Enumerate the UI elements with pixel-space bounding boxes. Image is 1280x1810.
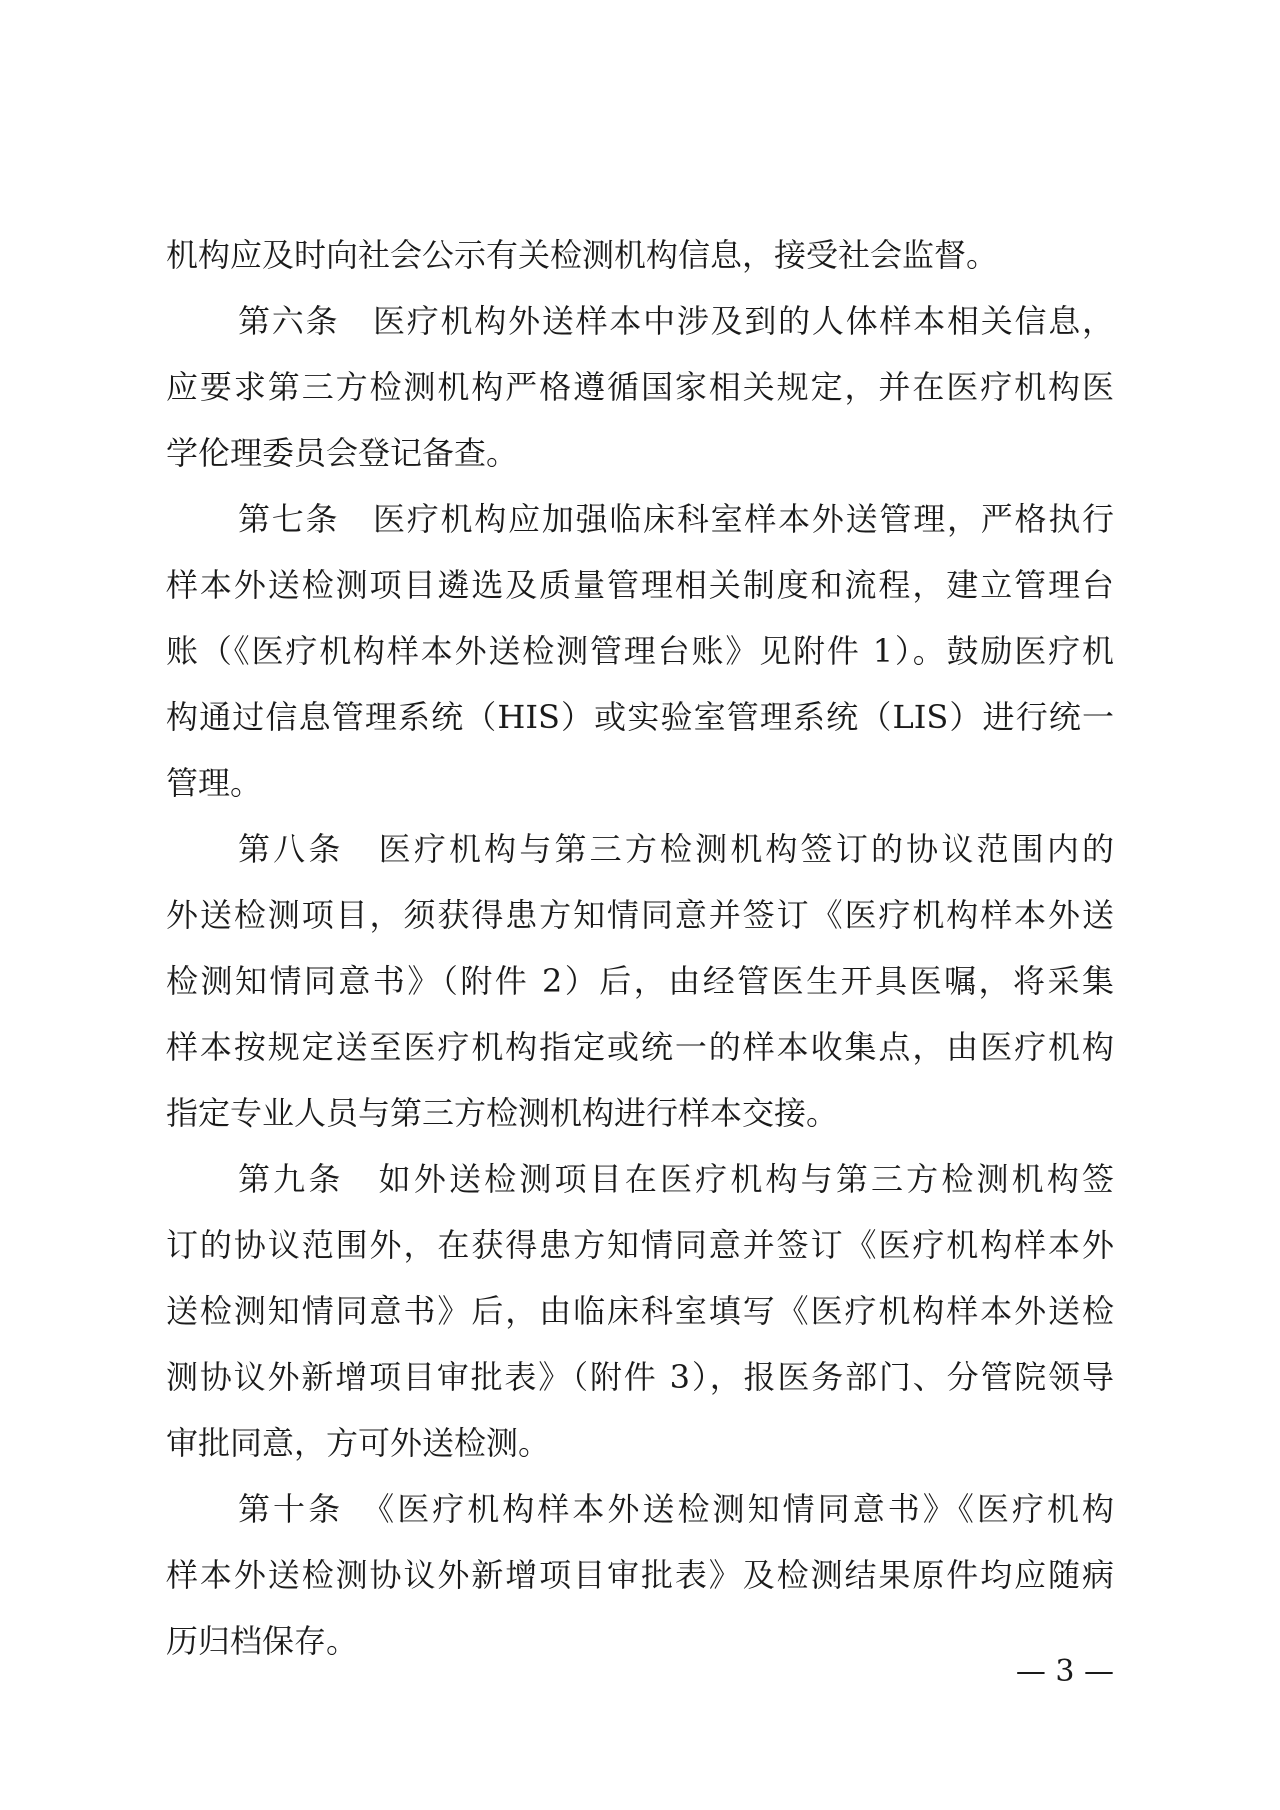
article-7-heading-line: 第七条 医疗机构应加强临床科室样本外送管理，严格执行 — [238, 500, 1114, 538]
text-line: 应要求第三方检测机构严格遵循国家相关规定，并在医疗机构医 — [166, 368, 1114, 406]
text-line: 订的协议范围外，在获得患方知情同意并签订《医疗机构样本外 — [166, 1226, 1114, 1264]
text-line: 历归档保存。 — [166, 1622, 359, 1660]
page-number: — 3 — — [1015, 1654, 1114, 1689]
text-line: 样本外送检测项目遴选及质量管理相关制度和流程，建立管理台 — [166, 566, 1114, 604]
text-line: 指定专业人员与第三方检测机构进行样本交接。 — [166, 1094, 839, 1132]
article-6-heading-line: 第六条 医疗机构外送样本中涉及到的人体样本相关信息， — [238, 302, 1114, 340]
text-line: 学伦理委员会登记备查。 — [166, 434, 519, 472]
text-line: 检测知情同意书》（附件 2）后，由经管医生开具医嘱，将采集 — [166, 962, 1114, 1000]
text-line: 样本外送检测协议外新增项目审批表》及检测结果原件均应随病 — [166, 1556, 1114, 1594]
article-10-heading-line: 第十条 《医疗机构样本外送检测知情同意书》《医疗机构 — [238, 1490, 1114, 1528]
text-line: 审批同意，方可外送检测。 — [166, 1424, 551, 1462]
text-line: 管理。 — [166, 764, 263, 802]
article-8-heading-line: 第八条 医疗机构与第三方检测机构签订的协议范围内的 — [238, 830, 1114, 868]
text-line: 测协议外新增项目审批表》（附件 3），报医务部门、分管院领导 — [166, 1358, 1114, 1396]
body-text — [166, 222, 1114, 1674]
text-line: 构通过信息管理系统（HIS）或实验室管理系统（LIS）进行统一 — [166, 698, 1114, 736]
text-line: 送检测知情同意书》后，由临床科室填写《医疗机构样本外送检 — [166, 1292, 1114, 1330]
text-line: 账（《医疗机构样本外送检测管理台账》见附件 1）。鼓励医疗机 — [166, 632, 1114, 670]
text-line: 机构应及时向社会公示有关检测机构信息，接受社会监督。 — [166, 236, 999, 274]
text-line: 样本按规定送至医疗机构指定或统一的样本收集点，由医疗机构 — [166, 1028, 1114, 1066]
text-line: 外送检测项目，须获得患方知情同意并签订《医疗机构样本外送 — [166, 896, 1114, 934]
article-9-heading-line: 第九条 如外送检测项目在医疗机构与第三方检测机构签 — [238, 1160, 1114, 1198]
